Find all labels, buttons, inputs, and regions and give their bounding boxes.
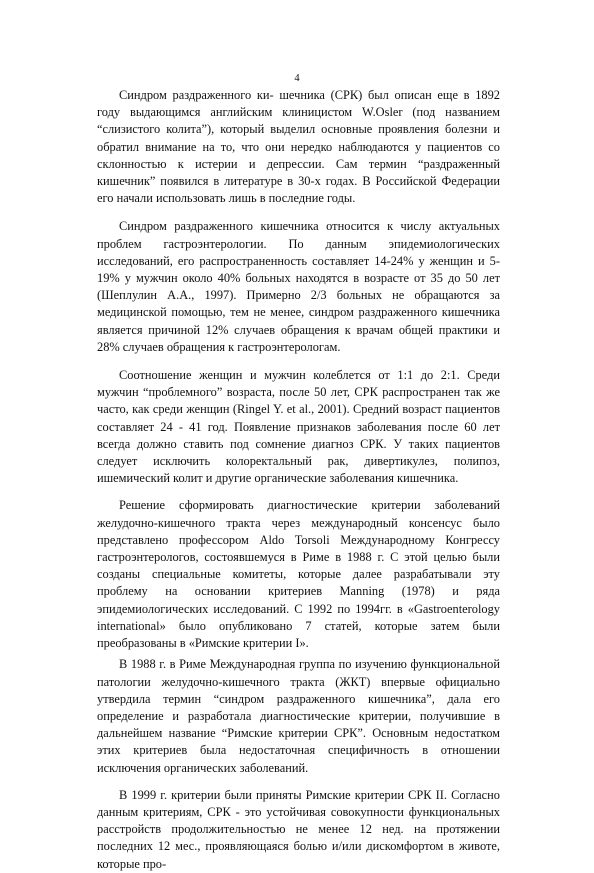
paragraph-1: Синдром раздраженного ки- шечника (СРК) был описан еще в 1892 году выдающимся английским клиницистом W.Osler (под названием “слизистого колита”), который выделил основные проявления болезни и обратил внимание на то, что они нередко наблюдаются у пациентов со склонностью к истерии и депрессии. Сам термин “раздраженный кишечник” появился в литературе в 30-х годах. В Российской Федерации его начали использовать лишь в последние годы. [97, 88, 500, 206]
paragraph-3: Соотношение женщин и мужчин колеблется от 1:1 до 2:1. Среди мужчин “проблемного” возраста, после 50 лет, СРК распространен так же часто, как среди женщин (Ringel Y. et al., 2001). Средний возраст пациентов составляет 24 - 41 год. Появление признаков заболевания после 60 лет всегда должно ставить под сомнение диагноз СРК. У таких пациентов следует исключить колоректальный рак, дивертикулез, полипоз, ишемический колит и другие органические заболевания кишечника. [97, 368, 500, 486]
paragraph-6: В 1999 г. критерии были приняты Римские критерии СРК II. Согласно данным критериям, СРК - это устойчивая совокупности функциональных расстройств продолжительностью не менее 12 нед. на протяжении последних 12 мес., проявляющаяся болью и/или дискомфортом в животе, которые про- [97, 787, 500, 871]
paragraph-5: В 1988 г. в Риме Международная группа по изучению функциональной патологии желудочно-кишечного тракта (ЖКТ) впервые официально утвердила термин “синдром раздраженного кишечника”, дала его определение и разработала диагностические критерии, получившие в дальнейшем название “Римские критерии СРК”. Основным недостатком этих критериев была недостаточная специфичность в отношении исключения органических заболеваний. [97, 657, 500, 775]
page-number: 4 [294, 73, 300, 84]
paragraph-4: Решение сформировать диагностические критерии заболеваний желудочно-кишечного тракта через международный консенсус было представлено профессором Aldo Torsoli Международному Конгрессу гастроэнтерологов, состоявшемуся в Риме в 1988 г. С этой целью были созданы специальные комитеты, которые далее разрабатывали эту проблему на основании критериев Manning (1978) и ряда эпидемиологических исследований. С 1992 по 1994гг. в «Gastroenterology international» было опубликовано 7 статей, которые затем были преобразованы в «Римские критерии I». [97, 498, 500, 651]
paragraph-2: Синдром раздраженного кишечника относится к числу актуальных проблем гастроэнтерологии. По данным эпидемиологических исследований, его распространенность составляет 14-24% у женщин и 5-19% у мужчин около 40% больных находятся в возрасте от 35 до 50 лет (Шеплулин А.А., 1997). Примерно 2/3 больных не обращаются за медицинской помощью, тем не менее, синдром раздраженного кишечника является причиной 12% случаев обращения к врачам общей практики и 28% случаев обращения к гастроэнтерологам. [97, 219, 500, 354]
body-text [97, 87, 500, 873]
